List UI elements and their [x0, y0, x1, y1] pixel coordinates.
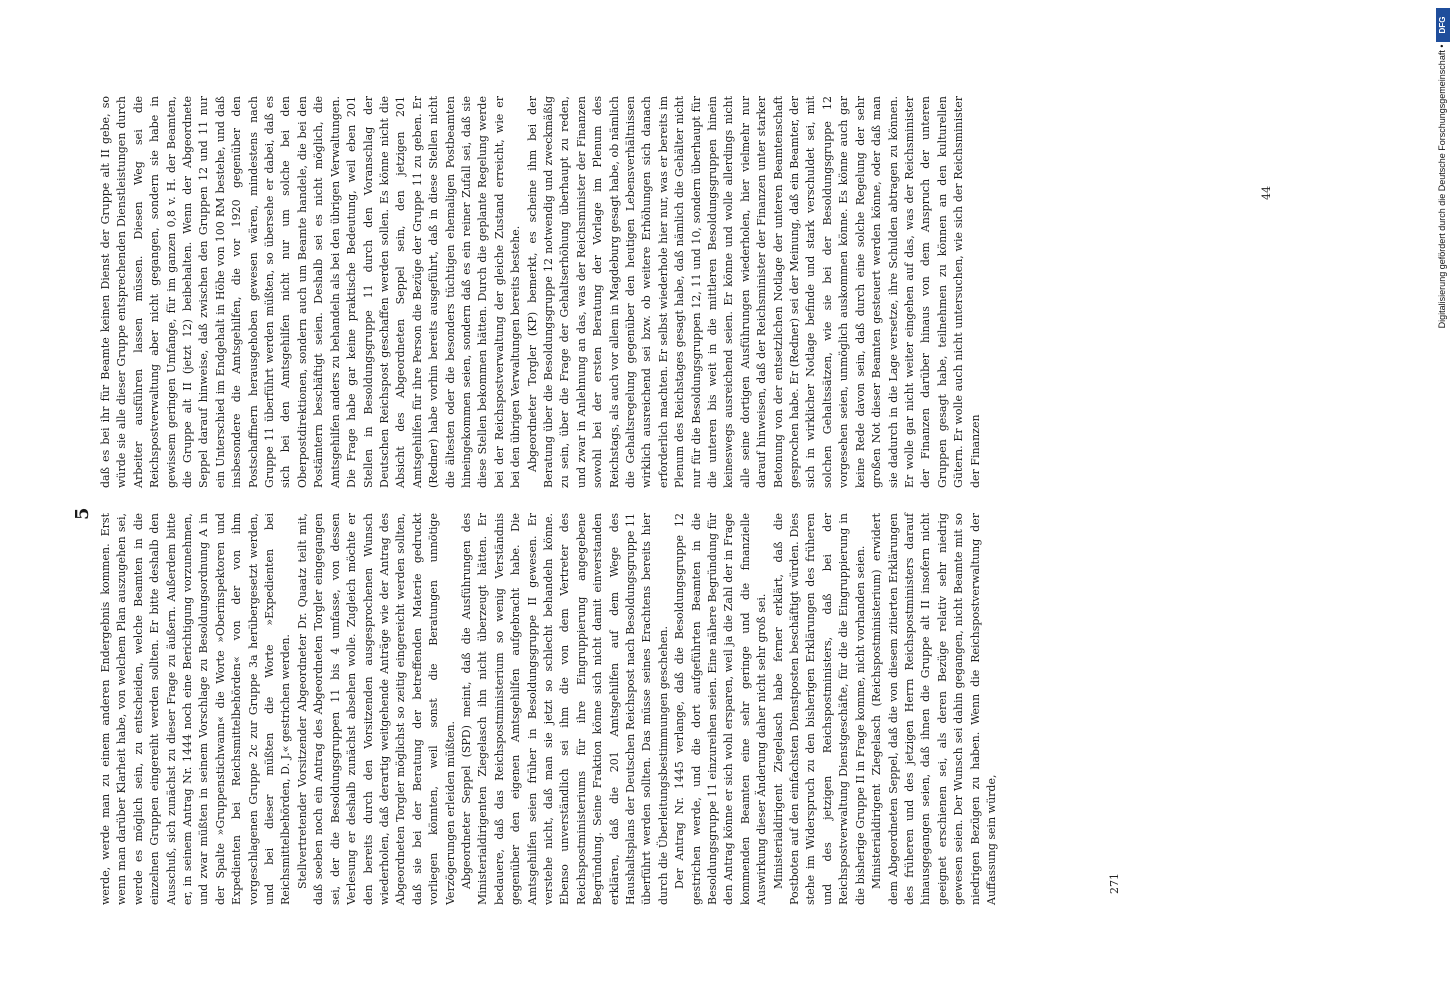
sheet-number: 5 [72, 507, 93, 520]
digitization-credit [1418, 8, 1447, 568]
left-column [98, 513, 1000, 905]
left-page-number: 271 [1108, 873, 1121, 894]
right-paragraph-1: daß es bei ihr für Beamte keinen Dienst der Gruppe alt II gebe, so würde sie alle dieser Gruppe entsprechenden Dienstleistungen durch Arbeiter ausführen lassen müssen. Diesen Weg sei die Reichspostverwaltung aber nicht gegangen, sondern sie habe in gewissem geringen Umfange, für im ganzen 0,8 v. H. der Beamten, die Gruppe alt II (jetzt 12) beibehalten. Wenn der Abgeordnete Seppel darauf hinweise, daß zwischen den Gruppen 12 und 11 nur ein Unterschied im Endgehalt in Höhe von 100 RM bestehe, und daß insbesondere die Amtsgehilfen, die vor 1920 gegenüber den Postschaffnern herausgehoben gewesen wären, mindestens nach Gruppe 11 überführt werden müßten, so übersehe er dabei, daß es sich bei den Amtsgehilfen nicht nur um solche bei den Oberpostdirektionen, sondern auch um Beamte handele, die bei den Postämtern beschäftigt seien. Deshalb sei es nicht möglich, die Amtsgehilfen anders zu behandeln als bei den übrigen Verwaltungen. Die Frage habe gar keine praktische Bedeutung, weil eben 201 Stellen in Besoldungsgruppe 11 durch den Voranschlag der Deutschen Reichspost geschaffen werden sollen. Es könne nicht die Absicht des Abgeordneten Seppel sein, den jetzigen 201 Amtsgehilfen für ihre Person die Bezüge der Gruppe 11 zu geben. Er (Redner) habe vorhin bereits ausgeführt, daß in diese Stellen nicht die ältesten oder die besonders tüchtigen ehemaligen Postbeamten hineingekommen seien, sondern daß es ein reiner Zufall sei, daß sie diese Stellen bekommen hätten. Durch die geplante Regelung werde bei der Reichspostverwaltung der gleiche Zustand erreicht, wie er bei den übrigen Verwaltungen bereits bestehe. [99, 96, 523, 488]
right-column [98, 96, 984, 488]
credit-text: Digitalisierung gefördert durch die Deutsche Forschungsgemeinschaft • [1437, 44, 1447, 329]
left-paragraph-1: werde, werde man zu einem anderen Endergebnis kommen. Erst wenn man darüber Klarheit habe, von welchem Plan auszugehen sei, werde es möglich sein, zu entscheiden, welche Beamten in die einzelnen Gruppen eingereiht werden sollten. Er bitte deshalb den Ausschuß, sich zunächst zu dieser Frage zu äußern. Außerdem bitte er, in seinem Antrag Nr. 1444 noch eine Berichtigung vorzunehmen, und zwar müßten in seinem Vorschlage zu Besoldungsordnung A in der Spalte »Gruppenstichwann« die Worte »Oberinspektoren und Expedienten bei Reichsmittelbehörden« von der von ihm vorgeschlagenen Gruppe 2c zur Gruppe 3a herübergesetzt werden, und bei dieser müßten die Worte »Expedienten bei Reichsmittelbehörden, D. J.« gestrichen werden. [99, 513, 293, 905]
left-paragraph-6: Ministerialdirigent Ziegelasch (Reichspostministerium) erwidert dem Abgeordneten Seppel, daß die von diesem zitierten Erklärungen des früheren und des jetzigen Herrn Reichspostministers darauf hinausgegangen seien, daß ihnen die Gruppe alt II insofern nicht geeignet erschienen sei, als deren Bezüge relativ sehr niedrig gewesen seien. Der Wunsch sei dahin gegangen, nicht Beamte mit so niedrigen Bezügen zu haben. Wenn die Reichspostverwaltung der Auffassung sein würde, [870, 513, 998, 905]
left-paragraph-4: Der Antrag Nr. 1445 verlange, daß die Besoldungsgruppe 12 gestrichen werde, und die dort aufgeführten Beamten in die Besoldungsgruppe 11 einzureihen seien. Eine nähere Begründung für den Antrag könne er sich wohl ersparen, weil ja die Zahl der in Frage kommenden Beamten eine sehr geringe und die finanzielle Auswirkung dieser Änderung daher nicht sehr groß sei. [673, 513, 769, 905]
left-paragraph-2: Stellvertretender Vorsitzender Abgeordneter Dr. Quaatz teilt mit, daß soeben noch ein Antrag des Abgeordneten Torgler eingegangen sei, der die Besoldungsgruppen 11 bis 4 umfasse, von dessen Verlesung er deshalb zunächst absehen wolle. Zugleich möchte er den bereits durch den Vorsitzenden ausgesprochenen Wunsch wiederholen, daß derartig weitgehende Anträge wie der Antrag des Abgeordneten Torgler möglichst so zeitig eingereicht werden sollten, daß sie bei der Beratung der betreffenden Materie gedruckt vorliegen könnten, weil sonst die Beratungen unnötige Verzögerungen erleiden müßten. [295, 513, 457, 905]
right-paragraph-2: Abgeordneter Torgler (KP) bemerkt, es scheine ihm bei der Beratung über die Besoldungsgruppe 12 notwendig und zweckmäßig zu sein, über die Frage der Gehaltserhöhung überhaupt zu reden, und zwar in Anlehnung an das, was der Reichsminister der Finanzen sowohl bei der ersten Beratung der Vorlage im Plenum des Reichstags, als auch vor allem in Magdeburg gesagt habe, ob nämlich die Gehaltsregelung gegenüber den heutigen Lebensverhältnissen wirklich ausreichend sei bzw. ob weitere Erhöhungen sich danach erforderlich machten. Er selbst wiederhole hier nur, was er bereits im Plenum des Reichstages gesagt habe, daß nämlich die Gehälter nicht nur für die Besoldungsgruppen 12, 11 und 10, sondern überhaupt für die unteren bis weit in die mittleren Besoldungsgruppen hinein keineswegs ausreichend seien. Er könne und wolle allerdings nicht alle seine dortigen Ausführungen wiederholen, hier vielmehr nur darauf hinweisen, daß der Reichsminister der Finanzen unter starker Betonung von der entsetzlichen Notlage der unteren Beamtenschaft gesprochen habe. Er (Redner) sei der Meinung, daß ein Beamter, der sich in wirklicher Notlage befinde und stark verschuldet sei, mit solchen Gehaltssätzen, wie sie bei der Besoldungsgruppe 12 vorgesehen seien, unmöglich auskommen könne. Es könne auch gar keine Rede davon sein, daß durch eine solche Regelung der sehr großen Not dieser Beamten gesteuert werden könne, oder daß man sie dadurch in die Lage versetze, ihre Schulden abtragen zu können. Er wolle gar nicht weiter eingehen auf das, was der Reichsminister der Finanzen darüber hinaus von dem Anspruch der unteren Gruppen gesagt habe, teilnehmen zu können an den kulturellen Gütern. Er wolle auch nicht untersuchen, wie sich der Reichsminister der Finanzen [525, 96, 982, 488]
right-page-number: 44 [1260, 186, 1273, 200]
dfg-logo: DFG [1436, 8, 1450, 42]
left-paragraph-3: Abgeordneter Seppel (SPD) meint, daß die Ausführungen des Ministerialdirigenten Ziegelasch ihn nicht überzeugt hätten. Er bedauere, daß das Reichspostministerium so wenig Verständnis gegenüber den eigenen Amtsgehilfen aufgebracht habe. Die Amtsgehilfen seien früher in Besoldungsgruppe II gewesen. Er verstehe nicht, daß man sie jetzt so schlecht behandeln könne. Ebenso unverständlich sei ihm die von dem Vertreter des Reichspostministeriums für ihre Eingruppierung angegebene Begründung. Seine Fraktion könne sich nicht damit einverstanden erklären, daß die 201 Amtsgehilfen auf dem Wege des Haushaltsplans der Deutschen Reichspost nach Besoldungsgruppe 11 überführt werden sollten. Das müsse seines Erachtens bereits hier durch die Überleitungsbestimmungen geschehen. [459, 513, 670, 905]
left-paragraph-5: Ministerialdirigent Ziegelasch habe ferner erklärt, daß die Postboten auf den einfachsten Dienstposten beschäftigt würden. Dies stehe im Widerspruch zu den bisherigen Erklärungen des früheren und des jetzigen Reichspostministers, daß bei der Reichspostverwaltung Dienstgeschäfte, für die die Eingruppierung in die bisherige Gruppe II in Frage komme, nicht vorhanden seien. [771, 513, 867, 905]
digitization-credit-text [1434, 8, 1450, 568]
